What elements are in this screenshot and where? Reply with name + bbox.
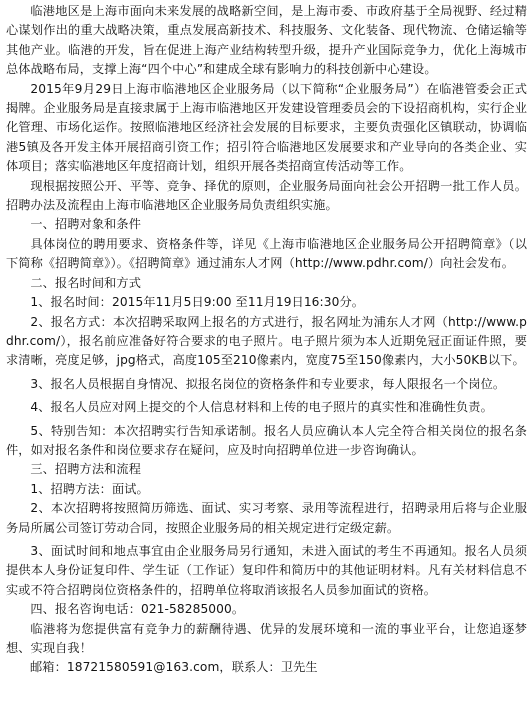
closing-paragraph: 临港将为您提供富有竞争力的薪酬待遇、优异的发展环境和一流的事业平台，让您追逐梦想、实现自我！ [6, 621, 527, 655]
section-heading-4-phone: 四、报名咨询电话：021-58285000。 [30, 602, 245, 617]
recruitment-process: 2、本次招聘将按照简历筛选、面试、实习考察、录用等流程进行，招聘录用后将与企业服务局所属公司签订劳动合同，按照企业服务局的相关规定进行定级定薪。 [6, 501, 527, 535]
contact-line: 邮箱：18721580591@163.com，联系人：卫先生 [30, 660, 318, 675]
requirements-paragraph: 具体岗位的聘用要求、资格条件等，详见《上海市临港地区企业服务局公开招聘简章》（以下简称《招聘简章》）。《招聘简章》通过浦东人才网（http://www.pdhr.com/）向社会发布。 [6, 236, 527, 271]
intro-paragraph: 临港地区是上海市面向未来发展的战略新空间，是上海市委、市政府基于全局视野、经过精心谋划作出的重大战略决策，重点发展高新技术、科技服务、文化装备、现代物流、仓储运输等其他产业。临港的开发，旨在促进上海产业结构转型升级，提升产业国际竞争力，优化上海城市总体战略布局，支撑上海“四个中心”和建成全球有影响力的科技创新中心建设。 [6, 4, 527, 77]
section-heading-2: 二、报名时间和方式 [30, 275, 141, 290]
special-notice: 5、特别告知：本次招聘实行告知承诺制。报名人员应确认本人完全符合相关岗位的报名条件，如对报名条件和岗位要求存在疑问，应及时向招聘单位进一步咨询确认。 [6, 423, 527, 457]
section-heading-3: 三、招聘方法和流程 [30, 462, 141, 477]
registration-limit: 3、报名人员根据自身情况、拟报名岗位的资格条件和专业要求，每人限报名一个岗位。 [30, 376, 506, 391]
recruitment-paragraph: 现根据按照公开、平等、竞争、择优的原则，企业服务局面向社会公开招聘一批工作人员。招聘办法及流程由上海市临港地区企业服务局负责组织实施。 [6, 178, 527, 213]
bureau-paragraph: 2015年9月29日上海市临港地区企业服务局（以下简称“企业服务局”）在临港管委会正式揭牌。企业服务局是直接隶属于上海市临港地区开发建设管理委员会的下设招商机构，实行企业化管理、市场化运作。按照临港地区经济社会发展的目标要求，主要负责强化区镇联动，协调临港5镇及各开发主体开展招商引资工作；招引符合临港地区发展要求和产业导向的各类企业、实体项目；落实临港地区年度招商计划，组织开展各类招商宣传活动等工作。 [6, 81, 527, 174]
registration-responsibility: 4、报名人员应对网上提交的个人信息材料和上传的电子照片的真实性和准确性负责。 [30, 400, 493, 415]
recruitment-method: 1、招聘方法：面试。 [30, 481, 149, 496]
section-heading-1: 一、招聘对象和条件 [30, 217, 141, 232]
interview-notice: 3、面试时间和地点事宜由企业服务局另行通知，未进入面试的考生不再通知。报名人员须提供本人身份证复印件、学生证（工作证）复印件和简历中的其他证明材料。凡有关材料信息不实或不符合招聘岗位资格条件的，招聘单位将取消该报名人员参加面试的资格。 [6, 543, 527, 597]
registration-method: 2、报名方式：本次招聘采取网上报名的方式进行，报名网址为浦东人才网（http://www.pdhr.com/），报名前应准备好符合要求的电子照片。电子照片须为本人近期免冠正面证件照，要求清晰，亮度足够，jpg格式，高度105至210像素内，宽度75至150像素内，大小50KB以下。 [6, 314, 527, 368]
registration-time: 1、报名时间：2015年11月5日9:00 至11月19日16:30分。 [30, 295, 365, 310]
